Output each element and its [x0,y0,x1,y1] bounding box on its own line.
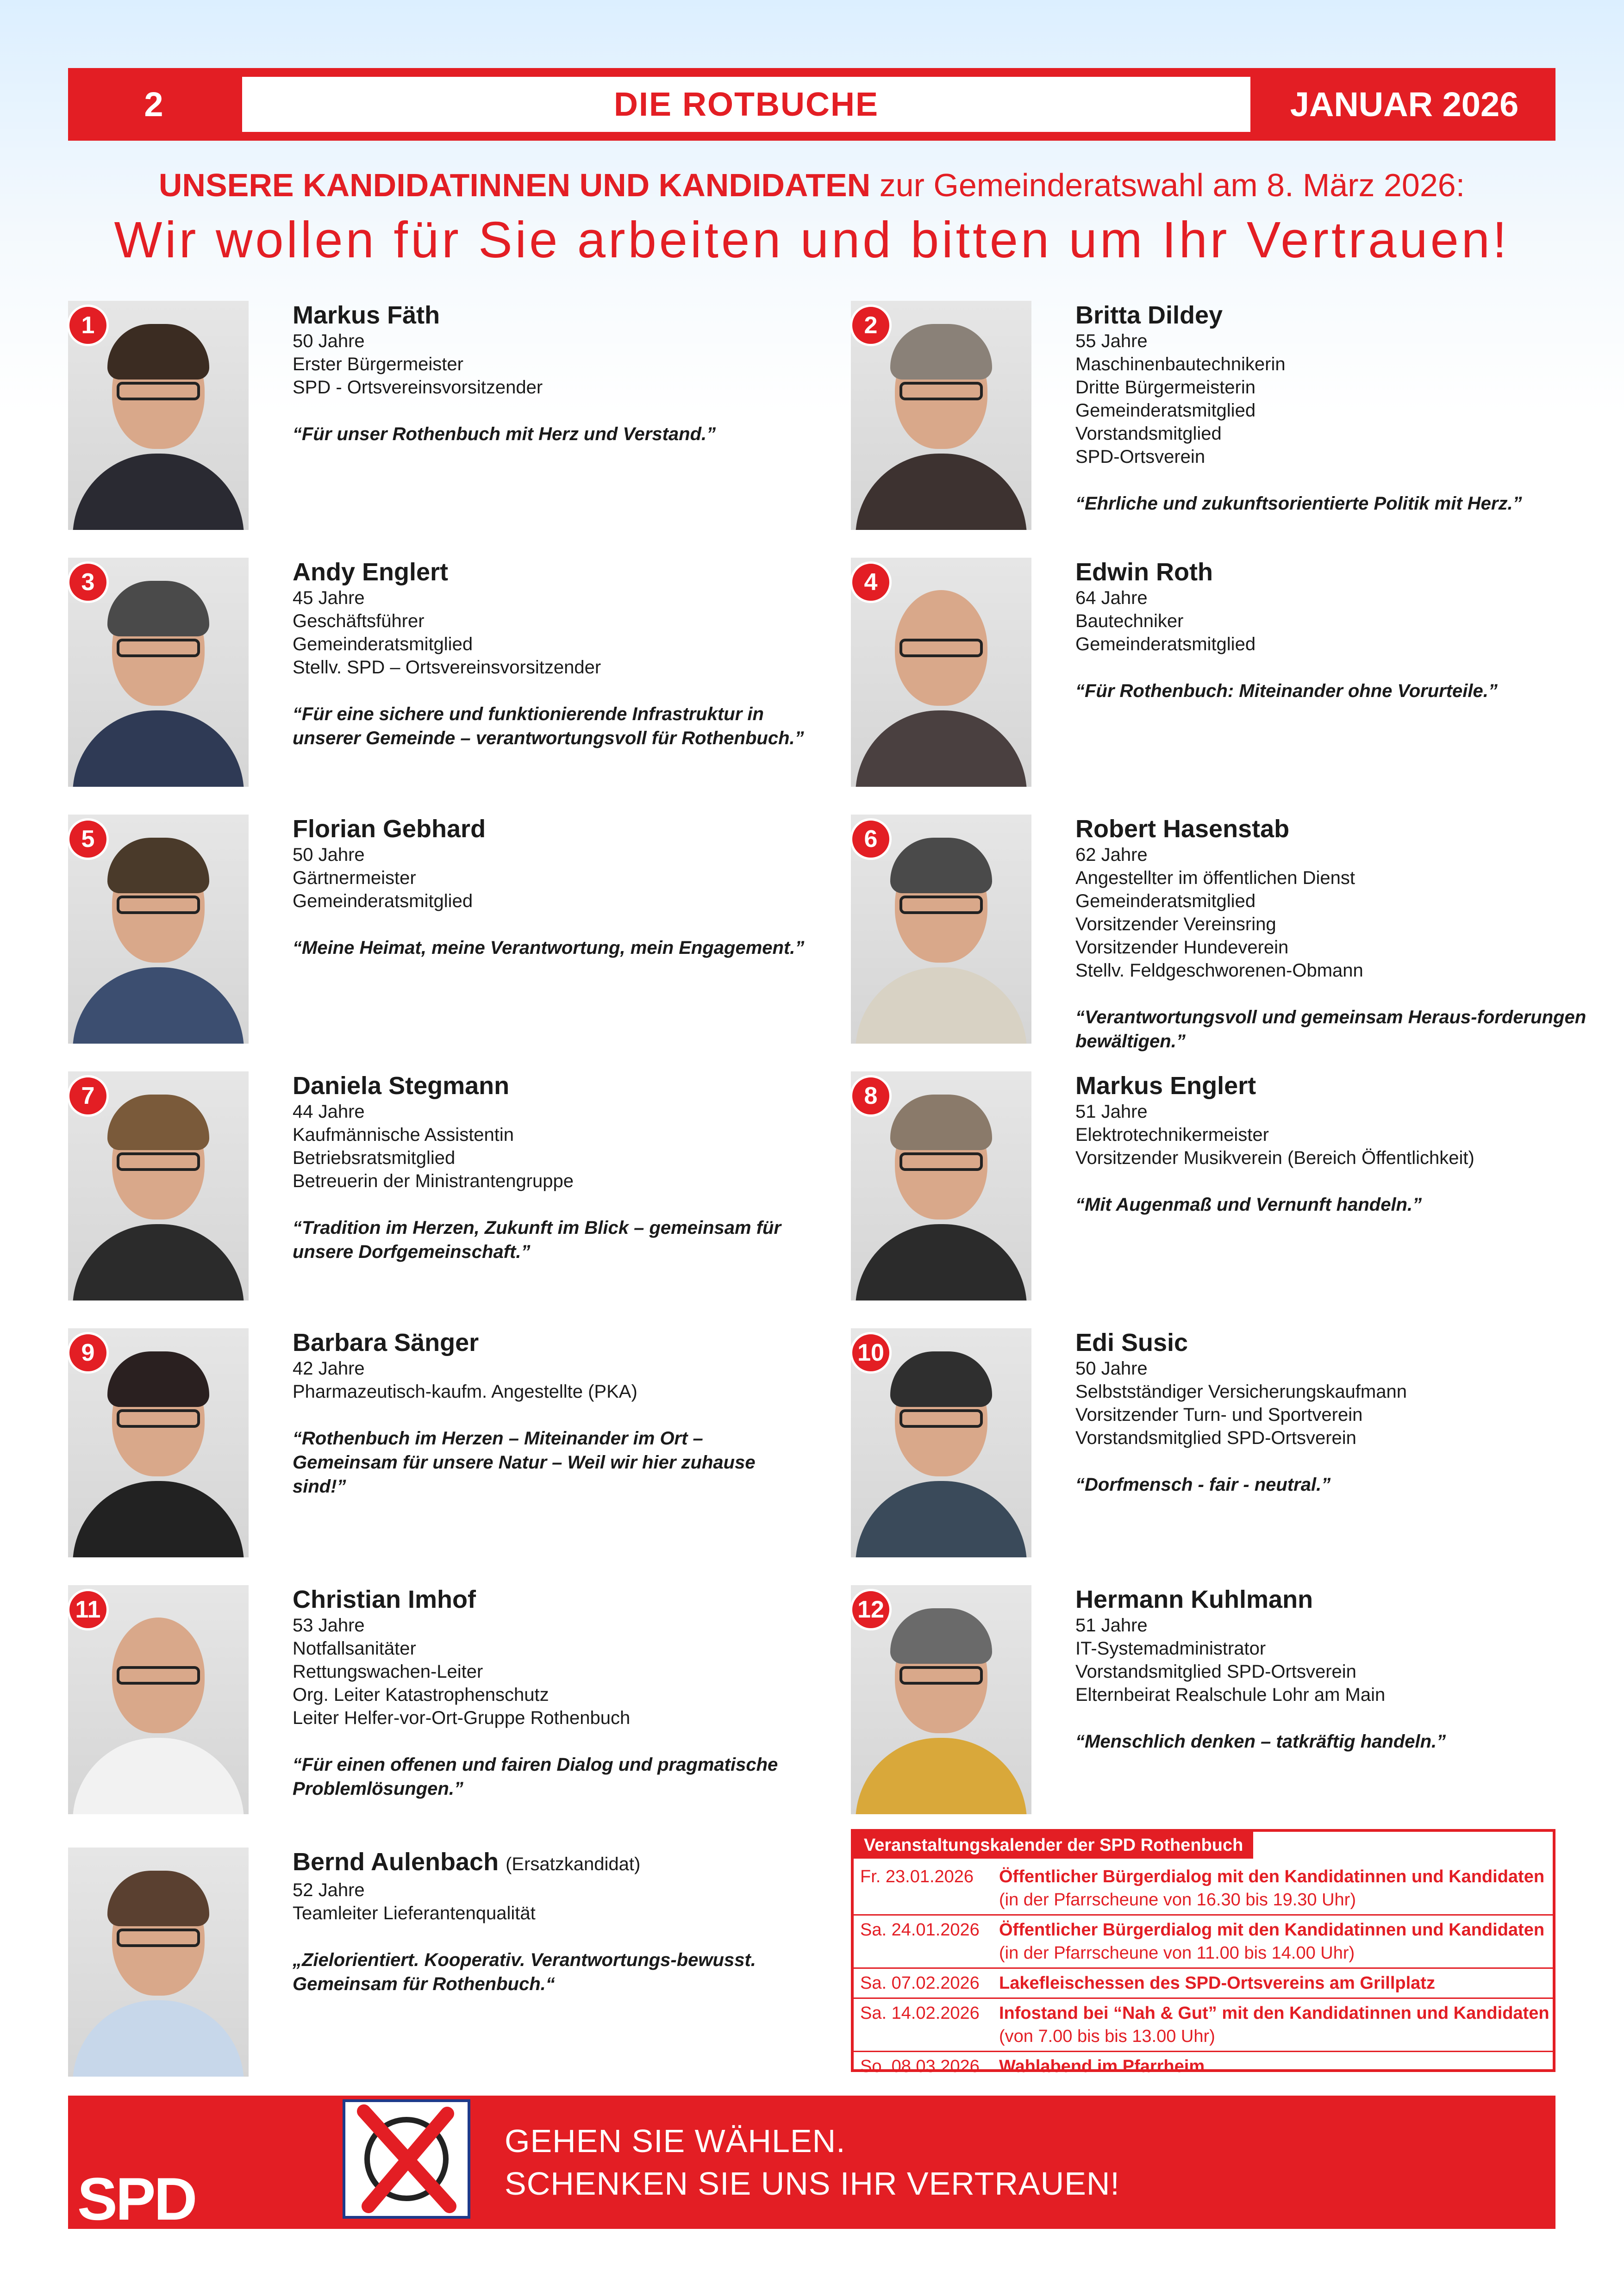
candidate-detail: Stellv. SPD – Ortsvereinsvorsitzender [293,657,601,678]
candidate-number-badge: 6 [850,818,892,860]
calendar-title: Veranstaltungskalender der SPD Rothenbuch [854,1832,1253,1859]
candidate-quote: “Dorfmensch - fair - neutral.” [1075,1475,1331,1495]
candidate-quote: “Rothenbuch im Herzen – Miteinander im Ort – Gemeinsam für unsere Natur – Weil wir hier zuhause sind!” [293,1428,756,1497]
event-title: Lakefleischessen des SPD-Ortsvereins am Grillplatz [999,1973,1435,1993]
candidate-number-badge: 3 [67,561,109,603]
candidate-detail: Notfallsanitäter [293,1638,416,1659]
event-text [999,1918,1553,1965]
candidate-detail: Vorsitzender Musikverein (Bereich Öffentlichkeit) [1075,1148,1474,1168]
candidate-detail: Gemeinderatsmitglied [293,634,473,654]
candidate-detail: Elternbeirat Realschule Lohr am Main [1075,1685,1386,1705]
candidate-name: Edi Susic [1075,1329,1188,1356]
candidate-info [293,815,806,960]
candidate-detail: Gemeinderatsmitglied [1075,400,1256,421]
candidate-detail: 51 Jahre [1075,1615,1148,1636]
event-date: Sa. 14.02.2026 [860,2004,980,2023]
event-text [999,1972,1553,1995]
candidate-info [293,558,806,750]
candidate-number-badge: 2 [850,305,892,346]
headline-subtitle: Wir wollen für Sie arbeiten und bitten um Ihr Vertrauen! [114,212,1510,268]
event-detail: (von 7.00 bis bis 13.00 Uhr) [999,2027,1215,2046]
candidate-number-badge: 8 [850,1075,892,1117]
candidate-quote: “Für eine sichere und funktionierende Infrastruktur in unserer Gemeinde – verantwortungsvoll für Rothenbuch.” [293,704,804,748]
photo-glasses [117,1409,200,1428]
candidate-card [68,1585,809,1817]
candidate-detail: Vorsitzender Hundeverein [1075,937,1289,958]
photo-hair [107,324,209,380]
candidate-card [851,301,1592,532]
candidate-detail: 45 Jahre [293,588,365,608]
photo-shoulders [856,1481,1027,1557]
candidate-detail: 55 Jahre [1075,331,1148,351]
event-date: Fr. 23.01.2026 [860,1867,974,1886]
photo-shoulders [856,710,1027,787]
photo-glasses [899,896,983,914]
substitute-candidate [68,1848,809,2079]
photo-shoulders [73,2000,244,2077]
event-detail: (in der Pfarrscheune von 11.00 bis 14.00 Uhr) [999,1943,1355,1963]
photo-shoulders [856,454,1027,530]
calendar-event [854,1914,1553,1967]
photo-glasses [117,382,200,400]
photo-hair [890,1608,992,1664]
candidate-quote: „Zielorientiert. Kooperativ. Verantwortungs-bewusst. Gemeinsam für Rothenbuch.“ [293,1950,756,1994]
photo-hair [890,324,992,380]
header-bar [68,68,1555,141]
photo-shoulders [73,1738,244,1814]
event-text [999,2055,1553,2078]
candidate-card [68,1071,809,1303]
candidate-card [851,1071,1592,1303]
candidate-detail: IT-Systemadministrator [1075,1638,1266,1659]
photo-shoulders [73,1224,244,1300]
photo-hair [890,1095,992,1150]
spd-logo: SPD [77,2165,196,2233]
event-text [999,1865,1553,1911]
candidate-card [851,1585,1592,1817]
candidate-info [293,301,806,446]
photo-glasses [899,382,983,400]
candidate-name: Florian Gebhard [293,815,486,843]
photo-hair [890,838,992,893]
candidate-name: Markus Fäth [293,301,440,329]
candidate-detail: 53 Jahre [293,1615,365,1636]
photo-hair [107,838,209,893]
candidate-number-badge: 1 [67,305,109,346]
candidate-number-badge: 4 [850,561,892,603]
candidate-detail: Betreuerin der Ministrantengruppe [293,1171,574,1191]
ballot-cross-svg [345,2102,468,2216]
photo-glasses [899,1666,983,1685]
newspaper-title: DIE ROTBUCHE [239,74,1253,135]
candidate-detail: Vorsitzender Turn- und Sportverein [1075,1405,1363,1425]
photo-shoulders [856,1738,1027,1814]
candidate-quote: “Für einen offenen und fairen Dialog und pragmatische Problemlösungen.” [293,1755,778,1799]
candidate-info [1075,1071,1589,1217]
candidate-detail: Vorstandsmitglied [1075,423,1222,444]
event-date: Sa. 24.01.2026 [860,1920,980,1940]
event-title: Öffentlicher Bürgerdialog mit den Kandidatinnen und Kandidaten [999,1920,1545,1940]
candidate-detail: Gemeinderatsmitglied [1075,634,1256,654]
photo-hair [890,1351,992,1407]
candidate-info [293,1328,806,1499]
photo-glasses [117,896,200,914]
candidate-detail: SPD - Ortsvereinsvorsitzender [293,377,543,398]
candidate-detail: Maschinenbautechnikerin [1075,354,1286,374]
candidate-detail: Rettungswachen-Leiter [293,1661,483,1682]
candidate-info [293,1071,806,1264]
candidate-detail: Teamleiter Lieferantenqualität [293,1903,536,1923]
footer-line-1: GEHEN SIE WÄHLEN. [505,2123,846,2159]
footer-line-2: SCHENKEN SIE UNS IHR VERTRAUEN! [505,2165,1120,2202]
candidate-name: Daniela Stegmann [293,1072,510,1100]
headline-bold: UNSERE KANDIDATINNEN UND KANDIDATEN [158,167,871,203]
candidate-detail: 50 Jahre [1075,1358,1148,1379]
candidate-detail: 62 Jahre [1075,845,1148,865]
calendar-event [854,1997,1553,2051]
candidate-card [851,815,1592,1052]
candidate-card [851,558,1592,789]
candidate-detail: Kaufmännische Assistentin [293,1125,514,1145]
headline-rest: zur Gemeinderatswahl am 8. März 2026: [870,167,1465,203]
calendar-event [854,1862,1553,1914]
candidate-number-badge: 7 [67,1075,109,1117]
candidate-detail: Angestellter im öffentlichen Dienst [1075,868,1355,888]
photo-shoulders [73,1481,244,1557]
calendar-rows [854,1862,1553,2081]
issue-date: JANUAR 2026 [1290,85,1519,124]
event-title: Infostand bei “Nah & Gut” mit den Kandidatinnen und Kandidaten [999,2004,1549,2023]
photo-shoulders [73,454,244,530]
candidate-detail: Elektrotechnikermeister [1075,1125,1269,1145]
photo-hair [107,1871,209,1926]
candidate-detail: Gemeinderatsmitglied [293,891,473,911]
photo-glasses [117,1152,200,1171]
photo-glasses [117,1666,200,1685]
candidate-info [1075,1585,1589,1754]
candidate-detail: Betriebsratsmitglied [293,1148,456,1168]
candidate-detail: 50 Jahre [293,331,365,351]
photo-hair [107,1351,209,1407]
candidate-detail: 51 Jahre [1075,1101,1148,1122]
candidate-quote: “Für unser Rothenbuch mit Herz und Verstand.” [293,424,716,444]
photo-glasses [117,639,200,657]
photo-glasses [117,1929,200,1947]
page-number: 2 [144,85,163,124]
candidate-detail: Geschäftsführer [293,611,425,631]
candidate-detail: Erster Bürgermeister [293,354,463,374]
candidate-quote: “Für Rothenbuch: Miteinander ohne Vorurteile.” [1075,681,1498,701]
candidate-name: Christian Imhof [293,1586,476,1613]
candidate-info [1075,815,1589,1053]
headline [68,167,1555,204]
photo-glasses [899,639,983,657]
footer-banner [68,2096,1555,2233]
candidate-detail: 50 Jahre [293,845,365,865]
event-date: So. 08.03.2026 [860,2057,980,2076]
event-date: Sa. 07.02.2026 [860,1973,980,1993]
candidate-detail: Vorsitzender Vereinsring [1075,914,1276,934]
candidate-photo [68,1848,249,2077]
candidate-quote: “Mit Augenmaß und Vernunft handeln.” [1075,1195,1422,1215]
candidate-detail: Selbstständiger Versicherungskaufmann [1075,1381,1407,1402]
candidate-detail: SPD-Ortsverein [1075,447,1206,467]
candidate-number-badge: 9 [67,1332,109,1374]
candidate-detail: Gemeinderatsmitglied [1075,891,1256,911]
photo-hair [107,581,209,636]
calendar-event [854,1967,1553,1997]
candidate-card [68,558,809,789]
candidate-quote: “Menschlich denken – tatkräftig handeln.” [1075,1731,1446,1752]
photo-hair [107,1095,209,1150]
candidate-card [68,1328,809,1560]
candidate-card [851,1328,1592,1560]
event-title: Wahlabend im Pfarrheim [999,2057,1205,2076]
event-detail: (in der Pfarrscheune von 16.30 bis 19.30 Uhr) [999,1890,1356,1910]
candidate-detail: Vorstandsmitglied SPD-Ortsverein [1075,1428,1356,1448]
candidate-number-badge: 5 [67,818,109,860]
candidate-quote: “Verantwortungsvoll und gemeinsam Heraus-forderungen bewältigen.” [1075,1007,1587,1052]
candidate-name: Hermann Kuhlmann [1075,1586,1313,1613]
candidate-detail: 44 Jahre [293,1101,365,1122]
candidate-detail: Vorstandsmitglied SPD-Ortsverein [1075,1661,1356,1682]
candidate-name: Edwin Roth [1075,558,1213,586]
event-title: Öffentlicher Bürgerdialog mit den Kandidatinnen und Kandidaten [999,1867,1545,1886]
candidate-detail: Bautechniker [1075,611,1184,631]
candidate-detail: Org. Leiter Katastrophenschutz [293,1685,549,1705]
photo-glasses [899,1409,983,1428]
photo-shoulders [73,710,244,787]
candidate-name: Markus Englert [1075,1072,1256,1100]
candidate-name: Robert Hasenstab [1075,815,1290,843]
ballot-cross-icon [343,2099,470,2219]
candidate-detail: Leiter Helfer-vor-Ort-Gruppe Rothenbuch [293,1708,631,1728]
photo-glasses [899,1152,983,1171]
photo-shoulders [73,967,244,1044]
candidate-card [68,815,809,1046]
candidate-detail: 64 Jahre [1075,588,1148,608]
candidate-detail: Stellv. Feldgeschworenen-Obmann [1075,960,1363,981]
candidate-name: Barbara Sänger [293,1329,479,1356]
candidate-quote: “Tradition im Herzen, Zukunft im Blick – gemeinsam für unsere Dorfgemeinschaft.” [293,1218,781,1262]
candidate-info [293,1585,806,1801]
candidate-name [293,1848,806,1879]
candidate-number-badge: 10 [850,1332,892,1374]
calendar-event [854,2051,1553,2081]
photo-shoulders [856,1224,1027,1300]
candidate-detail: Dritte Bürgermeisterin [1075,377,1256,398]
candidate-card [68,301,809,532]
candidate-number-badge: 12 [850,1589,892,1630]
candidate-detail: 52 Jahre [293,1880,365,1900]
candidate-quote: “Meine Heimat, meine Verantwortung, mein Engagement.” [293,938,805,958]
candidate-detail: Pharmazeutisch-kaufm. Angestellte (PKA) [293,1381,637,1402]
candidate-info [1075,558,1589,703]
candidate-detail: 42 Jahre [293,1358,365,1379]
candidate-quote: “Ehrliche und zukunftsorientierte Politik mit Herz.” [1075,493,1522,514]
substitute-note: (Ersatzkandidat) [506,1854,641,1874]
candidate-info [1075,301,1589,516]
event-calendar [851,1829,1555,2076]
candidate-name: Britta Dildey [1075,301,1223,329]
substitute-name: Bernd Aulenbach [293,1848,499,1876]
candidate-number-badge: 11 [67,1589,109,1630]
candidate-info [1075,1328,1589,1497]
candidate-name: Andy Englert [293,558,449,586]
candidate-detail: Gärtnermeister [293,868,416,888]
photo-shoulders [856,967,1027,1044]
event-text [999,2002,1553,2048]
candidate-info [293,1848,806,1996]
